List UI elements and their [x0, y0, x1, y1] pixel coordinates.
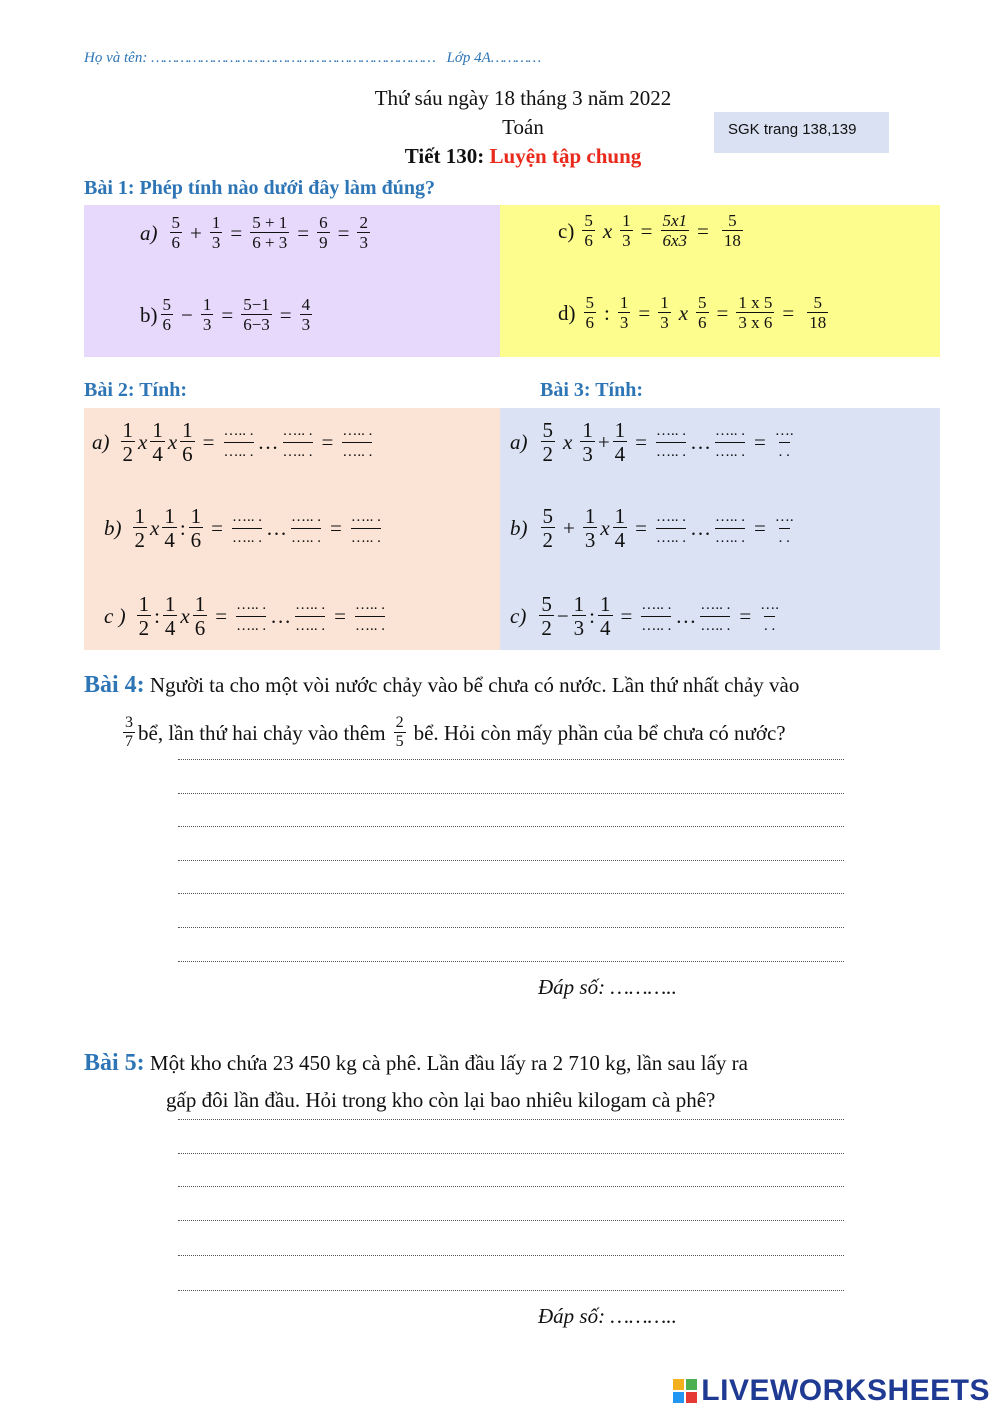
date-line: Thứ sáu ngày 18 tháng 3 năm 2022 [374, 86, 672, 110]
answer-line[interactable] [178, 1153, 844, 1154]
bai5-line2: gấp đôi lần đầu. Hỏi trong kho còn lại bao nhiêu kilogam cà phê? [166, 1088, 716, 1112]
answer-blank[interactable]: ….. . ….. . [342, 422, 372, 462]
bai5-answer[interactable]: Đáp số: ……….. [538, 1304, 677, 1328]
answer-line[interactable] [178, 927, 844, 928]
answer-blank[interactable]: ….. . ….. . [232, 508, 262, 548]
answer-line[interactable] [178, 1186, 844, 1187]
answer-blank[interactable]: ….. . ….. . [715, 508, 745, 548]
answer-line[interactable] [178, 961, 844, 962]
answer-blank[interactable]: ….. . ….. . [291, 508, 321, 548]
bai4-line2: 3 7 bể, lần thứ hai chảy vào thêm 2 5 bể. Hỏi còn mấy phần của bể chưa có nước? [125, 714, 786, 750]
bai5-line1: Bài 5: Một kho chứa 23 450 kg cà phê. Lần đầu lấy ra 2 710 kg, lần sau lấy ra [84, 1050, 748, 1076]
student-header [84, 50, 540, 67]
answer-blank[interactable]: ….. . ….. . [295, 596, 325, 636]
answer-blank[interactable]: …. . . [775, 422, 794, 462]
answer-blank[interactable]: …. . . [775, 508, 794, 548]
answer-blank[interactable]: ….. . ….. . [283, 422, 313, 462]
bai4-line1: Bài 4: Người ta cho một vòi nước chảy vào bể chưa có nước. Lần thứ nhất chảy vào [84, 672, 800, 698]
sgk-reference: SGK trang 138,139 [714, 112, 889, 153]
answer-line[interactable] [178, 860, 844, 861]
bai3-a-equation: a) 5 2 x 1 3 + $\frac{1}{4}$ = ….. . ….. . … ….. . ….. . = …. . . [510, 417, 794, 466]
bai2-c-equation: c ) 1 2 : 1 4 x $\frac{1}{6}$ = ….. . ….. . … ….. . ….. . = ….. . ….. . [104, 591, 385, 640]
answer-line[interactable] [178, 826, 844, 827]
lesson-prefix: Tiết 130: [404, 144, 485, 168]
bai1-c-equation: c) 5 6 x $\frac{1}{3}$ = $\frac{5x1}{6x3}$ = $\frac{5}{18}$ [558, 211, 741, 250]
answer-line[interactable] [178, 793, 844, 794]
bai4-tag: Bài 4: [84, 672, 145, 698]
answer-blank[interactable]: ….. . ….. . [700, 596, 730, 636]
answer-line[interactable] [178, 893, 844, 894]
liveworksheets-watermark: LIVEWORKSHEETS [673, 1374, 990, 1408]
answer-blank[interactable]: ….. . ….. . [355, 596, 385, 636]
bai1-d-equation: d) 5 6 : $\frac{1}{3}$ = $\frac{1}{3}$ x $\frac{5}{6}$ = $\frac{1 x 5}{3 x 6}$ = $\frac{5}{18}$ [558, 293, 827, 332]
bai1-title: Bài 1: Phép tính nào dưới đây làm đúng? [84, 177, 435, 199]
answer-blank[interactable]: ….. . ….. . [715, 422, 745, 462]
answer-blank[interactable]: ….. . ….. . [656, 508, 686, 548]
answer-blank[interactable]: …. . . [760, 596, 779, 636]
answer-line[interactable] [178, 1255, 844, 1256]
answer-blank[interactable]: ….. . ….. . [224, 422, 254, 462]
name-label: Họ và tên: [84, 50, 148, 66]
name-field[interactable]: …………………………………………………………… [151, 50, 435, 66]
bai2-title: Bài 2: Tính: [84, 379, 187, 401]
bai3-b-equation: b) 5 2 + $\frac{1}{3}$ x $\frac{1}{4}$ = ….. . ….. . … ….. . ….. . = …. . . [510, 503, 794, 552]
bai5-tag: Bài 5: [84, 1050, 145, 1076]
bai3-c-equation: c) 5 2 − $\frac{1}{3}$ : $\frac{1}{4}$ = ….. . ….. . … ….. . ….. . = …. . . [510, 591, 779, 640]
lesson-name: Luyện tập chung [489, 144, 642, 168]
answer-line[interactable] [178, 1220, 844, 1221]
answer-blank[interactable]: ….. . ….. . [656, 422, 686, 462]
answer-line[interactable] [178, 759, 844, 760]
bai2-a-equation: a) 1 2 x 1 4 x $\frac{1}{6}$ = ….. . ….. . … ….. . ….. . = ….. . ….. . [92, 417, 373, 466]
class-field[interactable]: ………… [490, 50, 541, 66]
subject: Toán [502, 115, 544, 139]
class-label: Lớp 4A [446, 50, 491, 66]
liveworksheets-logo-icon [673, 1379, 697, 1403]
answer-blank[interactable]: ….. . ….. . [236, 596, 266, 636]
bai4-answer[interactable]: Đáp số: ……….. [538, 975, 677, 999]
answer-line[interactable] [178, 1119, 844, 1120]
bai1-b-equation: b) 5 6 − $\frac{1}{3}$ = $\frac{5-1}{6-3}$ = $\frac{4}{3}$ [140, 295, 311, 334]
answer-blank[interactable]: ….. . ….. . [351, 508, 381, 548]
bai2-b-equation: b) 1 2 x 1 4 : $\frac{1}{6}$ = ….. . ….. . … ….. . ….. . = ….. . ….. . [104, 503, 381, 552]
bai1-a-equation: a) 5 6 + $\frac{1}{3}$ = $\frac{5 + 1}{6 + 3}$ = $\frac{6}{9}$ = $\frac{2}{3}$ [140, 213, 368, 252]
answer-line[interactable] [178, 1290, 844, 1291]
answer-blank[interactable]: ….. . ….. . [641, 596, 671, 636]
bai3-title: Bài 3: Tính: [540, 379, 643, 401]
